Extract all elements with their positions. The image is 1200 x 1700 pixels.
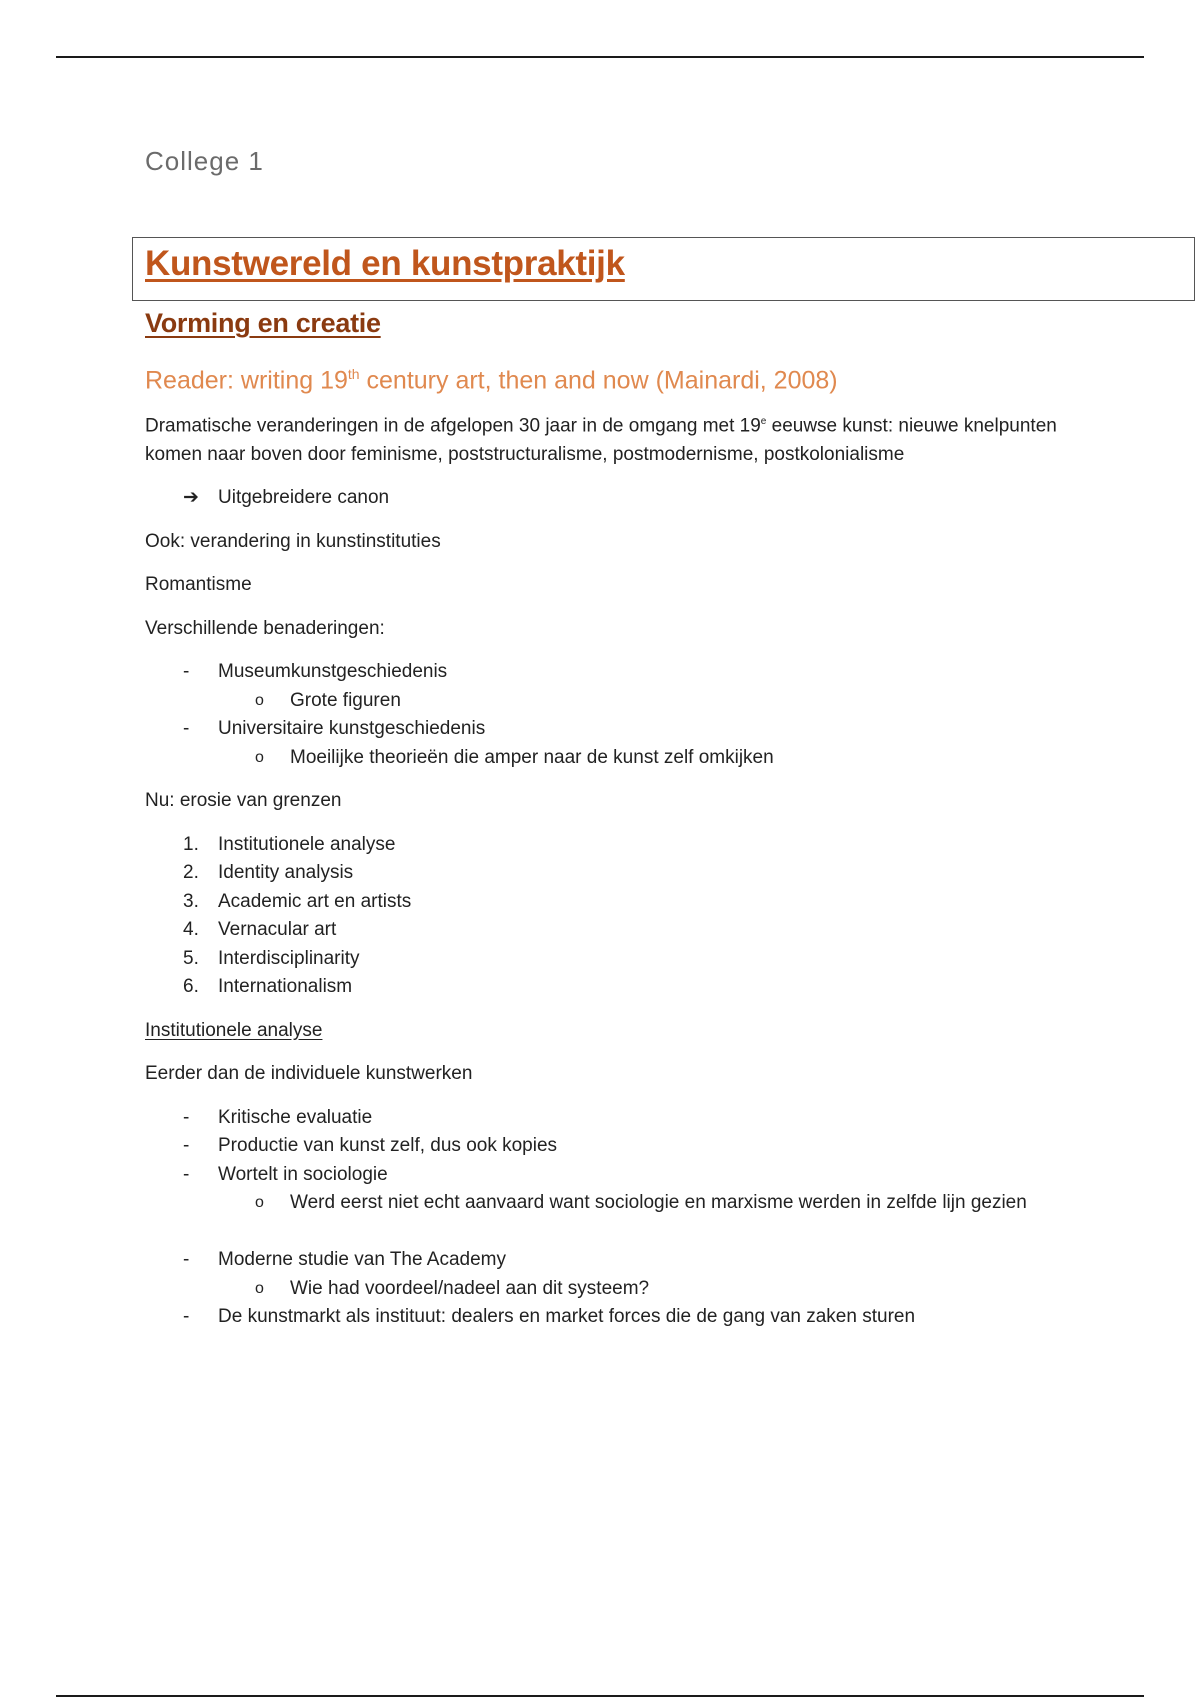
list-item-text: De kunstmarkt als instituut: dealers en market forces die de gang van zaken sturen: [218, 1306, 916, 1328]
numbered-item: [145, 831, 1065, 860]
arrow-icon: ➔: [183, 487, 199, 509]
list-number: 5.: [183, 947, 199, 969]
numbered-item-text: Institutionele analyse: [218, 833, 396, 855]
sub-list-item: [145, 687, 1065, 716]
dash-bullet: -: [183, 1106, 190, 1128]
document-title: Kunstwereld en kunstpraktijk: [145, 244, 625, 283]
dash-bullet: -: [183, 718, 190, 740]
footer-rule: [56, 1695, 1144, 1697]
reader-heading-sup: th: [347, 366, 360, 382]
reader-heading-prefix: Reader: writing 19: [145, 366, 348, 395]
dash-bullet: -: [183, 661, 190, 683]
intro-paragraph: [145, 408, 1065, 469]
sub-list-item-text: Wie had voordeel/nadeel aan dit systeem?: [290, 1277, 650, 1299]
page-header: College 1: [145, 146, 264, 176]
sub-list-item: [145, 1275, 1065, 1304]
circle-bullet: o: [255, 1279, 264, 1297]
reader-heading-suffix: century art, then and now (Mainardi, 2008): [359, 366, 838, 395]
circle-bullet: o: [255, 1194, 264, 1212]
numbered-item: [145, 888, 1065, 917]
list-item-text: Productie van kunst zelf, dus ook kopies: [218, 1135, 558, 1157]
dash-bullet: -: [183, 1135, 190, 1157]
institutioneel-heading: Institutionele analyse: [145, 1019, 323, 1041]
numbered-item: [145, 859, 1065, 888]
numbered-item: [145, 916, 1065, 945]
list-item: [145, 715, 1065, 744]
list-number: 4.: [183, 919, 199, 941]
institutioneel-intro: Eerder dan de individuele kunstwerken: [145, 1063, 473, 1085]
list-number: 2.: [183, 862, 199, 884]
dash-bullet: -: [183, 1163, 190, 1185]
list-item: [145, 1132, 1065, 1161]
list-item: [145, 1303, 1065, 1332]
section-heading: Vorming en creatie: [145, 308, 381, 338]
document-body: [145, 408, 1065, 1332]
intro-text-2: eeuwse kunst: nieuwe knelpunten komen naar boven door feminisme, poststructuralisme, postmodernisme, postkolonialisme: [145, 415, 1057, 465]
numbered-item-text: Identity analysis: [218, 862, 354, 884]
sub-list-item: [145, 744, 1065, 773]
list-item: [145, 1161, 1065, 1190]
numbered-item: [145, 973, 1065, 1002]
arrow-item-text: Uitgebreidere canon: [218, 487, 390, 509]
list-number: 3.: [183, 890, 199, 912]
intro-text-1: Dramatische veranderingen in de afgelopen 30 jaar in de omgang met 19: [145, 415, 761, 437]
numbered-item-text: Internationalism: [218, 976, 353, 998]
circle-bullet: o: [255, 748, 264, 766]
header-rule: [56, 56, 1144, 58]
reader-heading: [145, 366, 838, 395]
numbered-item-text: Academic art en artists: [218, 890, 412, 912]
list-item-text: Kritische evaluatie: [218, 1106, 373, 1128]
list-item-text: Moderne studie van The Academy: [218, 1249, 506, 1271]
list-number: 6.: [183, 976, 199, 998]
numbered-item-text: Vernacular art: [218, 919, 337, 941]
list-item: [145, 1104, 1065, 1133]
list-number: 1.: [183, 833, 199, 855]
numbered-item-text: Interdisciplinarity: [218, 947, 360, 969]
list-item: [145, 1246, 1065, 1275]
romantisme-paragraph: Romantisme: [145, 574, 252, 596]
sub-list-item-text: Werd eerst niet echt aanvaard want sociologie en marxisme werden in zelfde lijn gezien: [290, 1192, 1027, 1214]
sub-list-item-text: Moeilijke theorieën die amper naar de kunst zelf omkijken: [290, 746, 774, 768]
sub-list-item-text: Grote figuren: [290, 689, 401, 711]
list-item-text: Wortelt in sociologie: [218, 1163, 388, 1185]
circle-bullet: o: [255, 691, 264, 709]
sub-list-item: [145, 1189, 1065, 1246]
benaderingen-heading: Verschillende benaderingen:: [145, 617, 385, 639]
list-item-text: Museumkunstgeschiedenis: [218, 661, 448, 683]
list-item-text: Universitaire kunstgeschiedenis: [218, 718, 486, 740]
arrow-list-item: [145, 484, 1065, 513]
ook-paragraph: Ook: verandering in kunstinstituties: [145, 530, 441, 552]
intro-sup: e: [760, 416, 767, 427]
nu-heading: Nu: erosie van grenzen: [145, 790, 342, 812]
list-item: [145, 658, 1065, 687]
numbered-item: [145, 945, 1065, 974]
dash-bullet: -: [183, 1306, 190, 1328]
dash-bullet: -: [183, 1249, 190, 1271]
